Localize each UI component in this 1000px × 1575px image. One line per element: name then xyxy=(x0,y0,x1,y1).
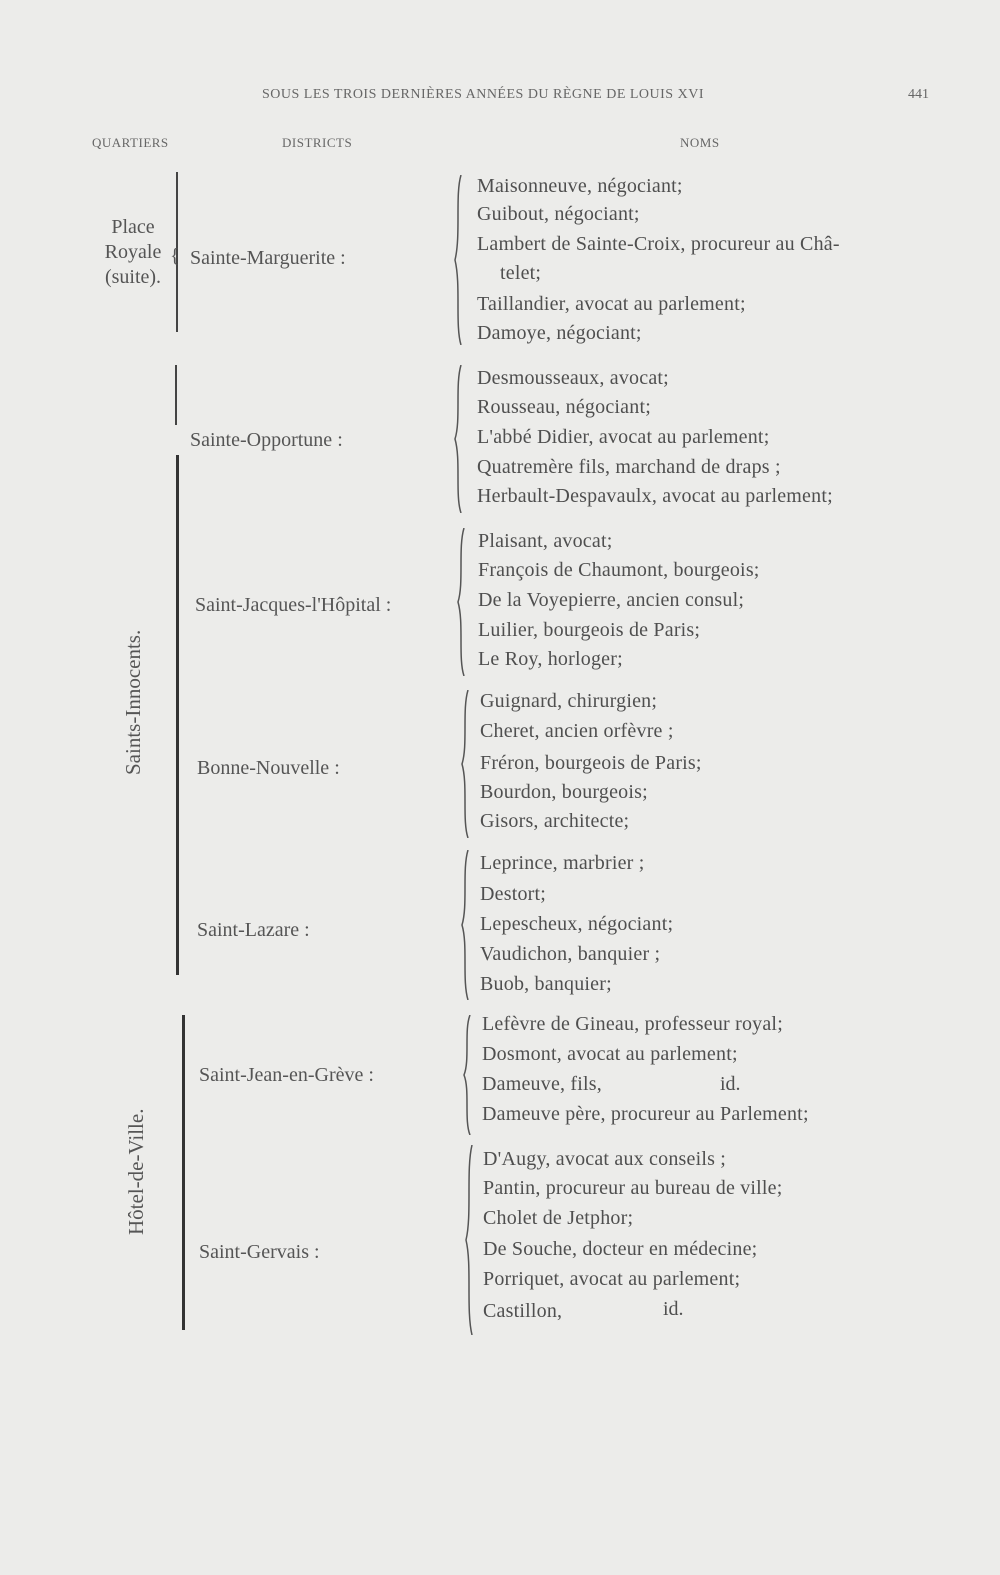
quartier-place-royale xyxy=(93,215,173,290)
names-brace xyxy=(456,528,464,676)
name-entry: Castillon, xyxy=(483,1300,563,1322)
name-entry: Destort; xyxy=(480,883,547,905)
running-title: SOUS LES TROIS DERNIÈRES ANNÉES DU RÈGNE DE LOUIS XVI xyxy=(262,87,704,102)
quartier-rule xyxy=(176,455,179,975)
quartier-line: Royale xyxy=(104,241,162,263)
name-entry: Guibout, négociant; xyxy=(477,203,640,225)
name-entry: Quatremère fils, marchand de draps ; xyxy=(477,456,781,478)
name-entry: Buob, banquier; xyxy=(480,973,612,995)
names-brace xyxy=(460,690,468,838)
name-entry: Porriquet, avocat au parlement; xyxy=(483,1268,741,1290)
district-name: Sainte-Marguerite : xyxy=(190,247,346,269)
name-entry: Dameuve, fils, xyxy=(482,1073,602,1095)
ditto-mark: id. xyxy=(720,1073,741,1095)
name-entry: Lepescheux, négociant; xyxy=(480,913,674,935)
name-entry: Gisors, architecte; xyxy=(480,810,630,832)
district-name: Saint-Gervais : xyxy=(199,1241,320,1263)
quartier-line: Place xyxy=(111,216,155,238)
name-entry: Lambert de Sainte-Croix, procureur au Châ- xyxy=(477,233,840,255)
district-name: Bonne-Nouvelle : xyxy=(197,757,340,779)
name-entry: Leprince, marbrier ; xyxy=(480,852,645,874)
column-head-quartiers: QUARTIERS xyxy=(92,135,169,150)
name-entry: De Souche, docteur en médecine; xyxy=(483,1238,758,1260)
district-brace: { xyxy=(170,245,180,267)
name-entry: Damoye, négociant; xyxy=(477,322,642,344)
name-entry: Dameuve père, procureur au Parlement; xyxy=(482,1103,809,1125)
names-brace xyxy=(453,175,461,345)
name-entry: Rousseau, négociant; xyxy=(477,396,651,418)
name-entry: Pantin, procureur au bureau de ville; xyxy=(483,1177,783,1199)
ditto-mark: id. xyxy=(663,1298,684,1320)
names-brace xyxy=(462,1015,470,1135)
quartier-saints-innocents: Saints-Innocents. xyxy=(121,629,145,775)
name-entry: Plaisant, avocat; xyxy=(478,530,613,552)
name-entry: Bourdon, bourgeois; xyxy=(480,781,648,803)
names-brace xyxy=(464,1145,472,1335)
name-entry: telet; xyxy=(500,262,542,284)
column-head-noms: NOMS xyxy=(680,135,720,150)
name-entry: L'abbé Didier, avocat au parlement; xyxy=(477,426,770,448)
name-entry: De la Voyepierre, ancien consul; xyxy=(478,589,745,611)
name-entry: Fréron, bourgeois de Paris; xyxy=(480,752,702,774)
quartier-line: (suite). xyxy=(104,266,162,288)
district-name: Saint-Lazare : xyxy=(197,919,310,941)
name-entry: Maisonneuve, négociant; xyxy=(477,175,683,197)
name-entry: D'Augy, avocat aux conseils ; xyxy=(483,1148,727,1170)
district-name: Saint-Jean-en-Grève : xyxy=(199,1064,374,1086)
column-head-districts: DISTRICTS xyxy=(282,135,353,150)
name-entry: François de Chaumont, bourgeois; xyxy=(478,559,760,581)
name-entry: Cheret, ancien orfèvre ; xyxy=(480,720,674,742)
quartier-rule xyxy=(182,1015,185,1330)
name-entry: Luilier, bourgeois de Paris; xyxy=(478,619,701,641)
name-entry: Herbault-Despavaulx, avocat au parlement; xyxy=(477,485,833,507)
names-brace xyxy=(453,365,461,513)
name-entry: Taillandier, avocat au parlement; xyxy=(477,293,746,315)
name-entry: Le Roy, horloger; xyxy=(478,648,623,670)
district-name: Sainte-Opportune : xyxy=(190,429,343,451)
name-entry: Guignard, chirurgien; xyxy=(480,690,658,712)
quartier-rule xyxy=(175,365,177,425)
name-entry: Desmousseaux, avocat; xyxy=(477,367,669,389)
name-entry: Lefèvre de Gineau, professeur royal; xyxy=(482,1013,783,1035)
name-entry: Cholet de Jetphor; xyxy=(483,1207,634,1229)
name-entry: Dosmont, avocat au parlement; xyxy=(482,1043,738,1065)
names-brace xyxy=(460,850,468,1000)
name-entry: Vaudichon, banquier ; xyxy=(480,943,661,965)
quartier-hotel-de-ville: Hôtel-de-Ville. xyxy=(124,1108,148,1235)
page-number: 441 xyxy=(908,87,929,102)
district-name: Saint-Jacques-l'Hôpital : xyxy=(195,594,392,616)
